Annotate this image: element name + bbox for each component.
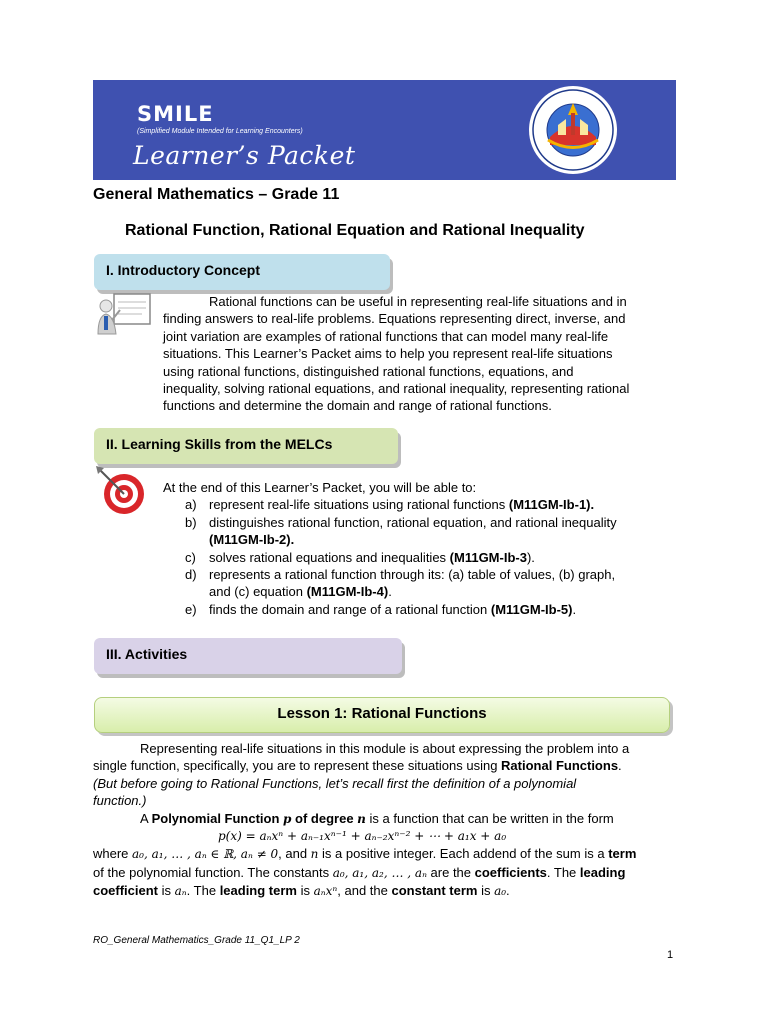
intro-line: using rational functions, distinguished rational functions, equations, and: [163, 363, 574, 379]
intro-line: inequality, solving rational equations, and rational inequality, representing rational: [163, 381, 630, 397]
deped-seal-icon: [528, 85, 618, 175]
page-number: 1: [667, 949, 674, 961]
definition-line: A Polynomial Function p of degree n is a function that can be written in the form: [140, 810, 614, 826]
lesson-line: of the polynomial function. The constants a₀, a₁, a₂, … , aₙ are the coefficients. The leading: [93, 864, 626, 880]
section-heading: I. Introductory Concept: [106, 262, 260, 278]
list-item: a) represent real-life situations using rational functions (M11GM-Ib-1).: [185, 497, 595, 513]
list-item: b) distinguishes rational function, rational equation, and rational inequality (M11GM-Ib-2).: [185, 514, 617, 548]
lesson-body: [93, 740, 675, 901]
list-item: d) represents a rational function through its: (a) table of values, (b) graph, and (c) equation (M11GM-Ib-4).: [185, 567, 616, 600]
skills-list: [163, 479, 678, 618]
footer-code: RO_General Mathematics_Grade 11_Q1_LP 2: [93, 935, 300, 946]
section-learning-skills-banner: [94, 428, 398, 464]
intro-line: finding answers to real-life problems. Equations representing direct, inverse, and: [163, 311, 626, 327]
lesson-line: single function, specifically, you are to represent these situations using Rational Functions.: [93, 758, 622, 774]
polynomial-formula: p(x) = aₙxⁿ + aₙ₋₁xⁿ⁻¹ + aₙ₋₂xⁿ⁻² + ⋯ + a₁x + a₀: [218, 829, 507, 844]
intro-line: joint variation are examples of rational functions that can model many real-life: [163, 328, 609, 344]
intro-line: situations. This Learner’s Packet aims to help you represent real-life situations: [163, 346, 613, 362]
skills-intro: At the end of this Learner’s Packet, you will be able to:: [163, 480, 477, 495]
presenter-board-icon: [94, 290, 154, 338]
section-heading: II. Learning Skills from the MELCs: [106, 436, 333, 452]
intro-paragraph: [163, 293, 675, 415]
brand-title: SMILE: [137, 102, 214, 126]
lesson-note: function.): [93, 793, 147, 809]
intro-line: functions and determine the domain and range of rational functions.: [163, 398, 552, 414]
target-icon: [94, 464, 148, 516]
topic-heading: Rational Function, Rational Equation and Rational Inequality: [125, 222, 585, 239]
section-heading: III. Activities: [106, 646, 188, 662]
lesson-note: (But before going to Rational Functions, let’s recall first the definition of a polynomial: [93, 775, 577, 791]
lesson-line: coefficient is aₙ. The leading term is aₙxⁿ, and the constant term is a₀.: [93, 883, 510, 899]
lesson-title-box: [94, 697, 670, 733]
section-introductory-concept-banner: [94, 254, 390, 290]
section-activities-banner: [94, 638, 402, 674]
list-item: c) solves rational equations and inequalities (M11GM-Ib-3).: [185, 549, 535, 565]
lesson-line: Representing real-life situations in this module is about expressing the problem into a: [140, 741, 630, 756]
brand-tagline: (Simplified Module Intended for Learning Encounters): [137, 128, 303, 135]
lesson-title: Lesson 1: Rational Functions: [277, 705, 487, 722]
subject-heading: General Mathematics – Grade 11: [93, 186, 340, 203]
intro-line: Rational functions can be useful in representing real-life situations and in: [209, 294, 627, 309]
header-banner: [93, 80, 676, 180]
list-item: e) finds the domain and range of a rational function (M11GM-Ib-5).: [185, 601, 577, 617]
lesson-line: where a₀, a₁, … , aₙ ∈ ℝ, aₙ ≠ 0, and n is a positive integer. Each addend of the sum is a term: [93, 846, 637, 862]
packet-title: Learner’s Packet: [133, 141, 356, 170]
